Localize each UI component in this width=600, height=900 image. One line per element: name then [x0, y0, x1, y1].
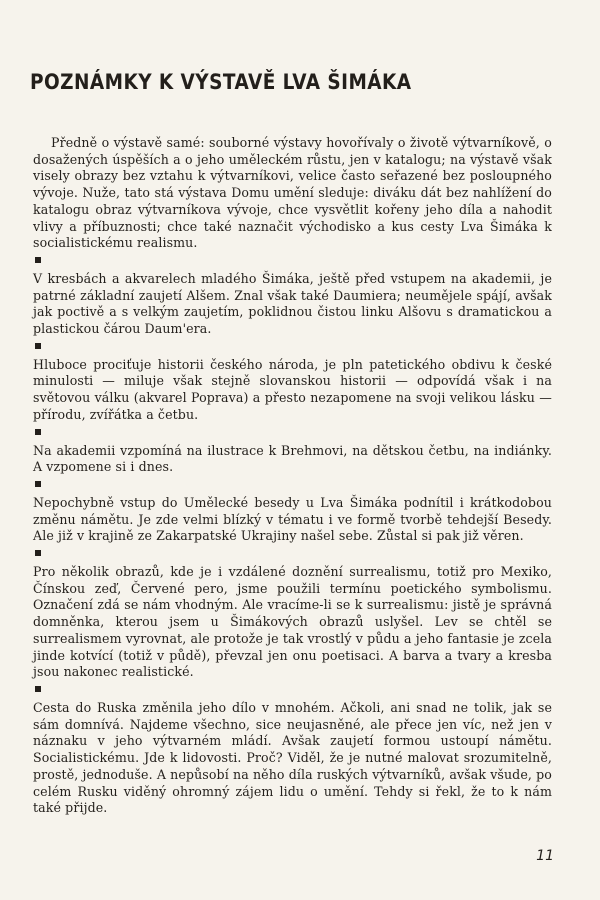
section-bullet — [35, 343, 41, 349]
paragraph-russia: Cesta do Ruska změnila jeho dílo v mnohém. Ačkoli, ani snad ne tolik, jak se sám domnívá. Najdeme všechno, sice neujasněné, ale přece jen víc, než jen v náznaku v jeho výtvarném mládí. Avšak zaujetí formou ustoupí námětu. Socialistickému. Jde k lidovosti. Proč? Viděl, že je nutné malovat srozumitelně, prostě, jednoduše. A nepůsobí na něho díla ruských výtvarníků, avšak všude, po celém Rusku viděný ohromný zájem lidu o umění. Tehdy si řekl, že to k nám také přijde. — [33, 699, 552, 816]
section-bullet — [35, 550, 41, 556]
section-bullet — [35, 429, 41, 435]
section-bullet — [35, 686, 41, 692]
paragraph-intro: Předně o výstavě samé: souborné výstavy hovořívaly o životě výtvarníkově, o dosažených úspěších a o jeho uměleckém růstu, jen v katalogu; na výstavě však visely obrazy bez vztahu k výtvarníkovi, velice často seřazené bez posloupného vývoje. Nuže, tato stá výstava Domu umění sleduje: diváku dát bez nahlížení do katalogu obraz výtvarníkova vývoje, chce vysvětlit kořeny jeho díla a nahodit vlivy a příbuznosti; chce také naznačit východisko a kus cesty Lva Šimáka k socialistickému realismu. — [33, 135, 552, 251]
paragraph-beseda: Nepochybně vstup do Umělecké besedy u Lva Šimáka podnítil i krátkodobou změnu námětu. Je zde velmi blízký v tématu i ve formě tvorbě tehdejší Besedy. Ale již v krajině ze Zakarpatské Ukrajiny našel sebe. Zůstal si pak již věren. — [33, 494, 552, 544]
paragraph-academy: Na akademii vzpomíná na ilustrace k Brehmovi, na dětskou četbu, na indiánky. A vzpomene si i dnes. — [33, 442, 552, 475]
section-bullet — [35, 481, 41, 487]
paragraph-symbolism: Pro několik obrazů, kde je i vzdálené doznění surrealismu, totiž pro Mexiko, Čínskou zeď, Červené pero, jsme použili termínu poetického symbolismu. Označení zdá se nám vhodným. Ale vracíme-li se k surrealismu: jistě je správná domněnka, kterou jsem u Šimákových obrazů uslyšel. Lev se chtěl se surrealismem vyrovnat, ale protože je tak vrostlý v půdu a jeho fantasie je zcela jinde kotvící (totiž v půdě), převzal jen onu poetisaci. A barva a tvary a kresba jsou nakonec realistické. — [33, 564, 552, 680]
article-body — [33, 135, 552, 817]
section-bullet — [35, 257, 41, 263]
paragraph-history: Hluboce prociťuje historii českého národa, je pln patetického obdivu k české minulosti — miluje však stejně slovanskou historii — odpovídá však i na světovou válku (akvarel Poprava) a přesto nezapomene na svoji velikou lásku — přírodu, zvířátka a četbu. — [33, 356, 552, 422]
paragraph-drawings: V kresbách a akvarelech mladého Šimáka, ještě před vstupem na akademii, je patrné základní zaujetí Alšem. Znal však také Daumiera; neumějele spájí, avšak jak poctivě a s velkým zaujetím, poklidnou čistou linku Alšovu s dramatickou a plastickou čárou Daum'era. — [33, 270, 552, 337]
page-number: 11 — [536, 848, 554, 864]
article-title: POZNÁMKY K VÝSTAVĚ LVA ŠIMÁKA — [30, 70, 412, 94]
